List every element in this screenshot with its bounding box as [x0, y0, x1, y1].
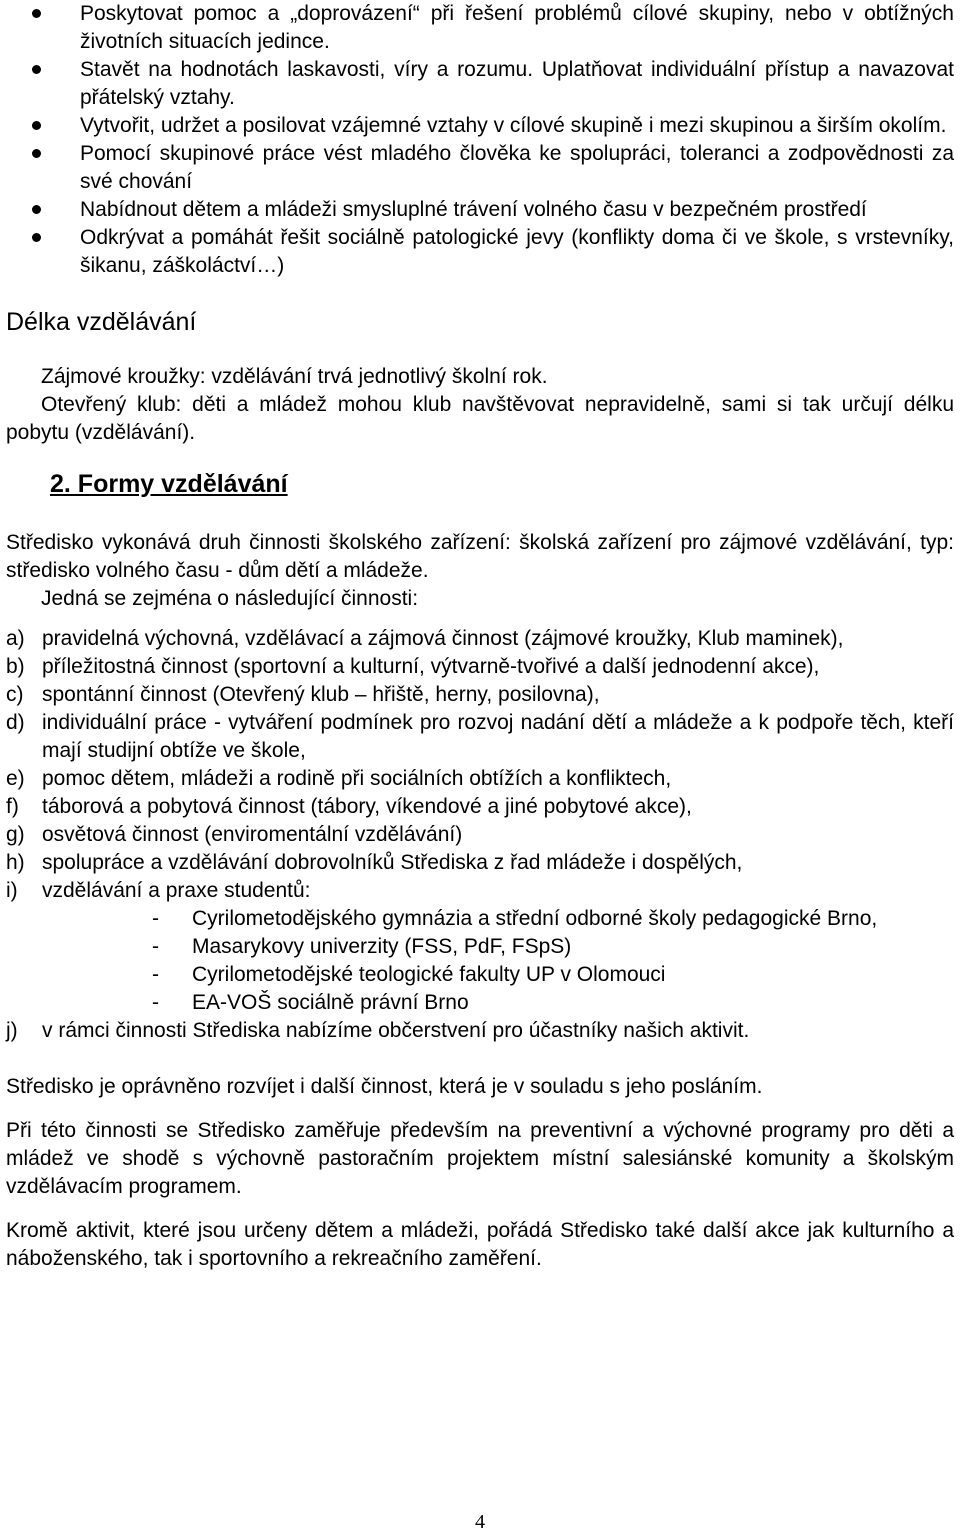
bullet-dot-icon — [32, 9, 41, 18]
activity-item: f) táborová a pobytová činnost (tábory, víkendové a jiné pobytové akce), — [6, 795, 692, 818]
goals-bullet-list — [6, 0, 954, 280]
school-item: - Cyrilometodějské teologické fakulty UP v Olomouci — [152, 963, 666, 986]
activity-item: i) vzdělávání a praxe studentů: — [6, 879, 311, 902]
bullet-dot-icon — [32, 149, 41, 158]
activity-item: g) osvětová činnost (enviromentální vzdělávání) — [6, 823, 463, 846]
activity-item: d) individuální práce - vytváření podmínek pro rozvoj nadání dětí a mládeže a k podpoře těch, kteří mají studijní obtíže ve škole, — [6, 711, 954, 762]
activity-item: e) pomoc dětem, mládeži a rodině při sociálních obtížích a konfliktech, — [6, 767, 672, 790]
activity-list-end — [6, 1017, 954, 1045]
closing-paragraph-1: Středisko je oprávněno rozvíjet i další činnost, která je v souladu s jeho posláním. — [6, 1075, 763, 1098]
activity-item: a) pravidelná výchovná, vzdělávací a zájmová činnost (zájmové kroužky, Klub maminek), — [6, 627, 844, 650]
closing-paragraph-2: Při této činnosti se Středisko zaměřuje především na preventivní a výchovné programy pro děti a mládež ve shodě s výchovně pastoračním projektem místní salesiánské komunity a školským vzdělávacím programem. — [6, 1119, 954, 1198]
bullet-item: Poskytovat pomoc a „doprovázení“ při řešení problémů cílové skupiny, nebo v obtížných životních situacích jedince. — [6, 0, 954, 56]
bullet-item: Vytvořit, udržet a posilovat vzájemné vztahy v cílové skupině i mezi skupinou a širším okolím. — [6, 112, 954, 140]
formy-heading: 2. Formy vzdělávání — [50, 470, 288, 498]
bullet-item: Nabídnout dětem a mládeži smysluplné trávení volného času v bezpečném prostředí — [6, 196, 954, 224]
activity-item: b) příležitostná činnost (sportovní a kulturní, výtvarně-tvořivé a další jednodenní akce), — [6, 655, 820, 678]
bullet-dot-icon — [32, 121, 41, 130]
delka-heading: Délka vzdělávání — [6, 308, 197, 336]
school-item: - EA-VOŠ sociálně právní Brno — [152, 991, 469, 1014]
bullet-dot-icon — [32, 205, 41, 214]
activity-item: j) v rámci činnosti Střediska nabízíme občerstvení pro účastníky našich aktivit. — [6, 1019, 750, 1042]
activity-item: c) spontánní činnost (Otevřený klub – hřiště, herny, posilovna), — [6, 683, 600, 706]
bullet-item: Pomocí skupinové práce vést mladého člověka ke spolupráci, toleranci a zodpovědnosti za své chování — [6, 140, 954, 196]
school-item: - Cyrilometodějského gymnázia a střední odborné školy pedagogické Brno, — [152, 907, 878, 930]
formy-intro: Středisko vykonává druh činnosti školského zařízení: školská zařízení pro zájmové vzdělávání, typ: středisko volného času - dům dětí a mládeže. — [6, 531, 954, 582]
bullet-dot-icon — [32, 233, 41, 242]
student-schools-list — [6, 905, 954, 1017]
page-number: 4 — [475, 1511, 485, 1533]
formy-lead: Jedná se zejména o následující činnosti: — [41, 587, 419, 610]
activity-list — [6, 625, 954, 905]
bullet-dot-icon — [32, 65, 41, 74]
activity-item: h) spolupráce a vzdělávání dobrovolníků Střediska z řad mládeže i dospělých, — [6, 851, 743, 874]
document-page — [6, 0, 954, 1273]
bullet-item: Stavět na hodnotách laskavosti, víry a rozumu. Uplatňovat individuální přístup a navazovat přátelský vztahy. — [6, 56, 954, 112]
closing-paragraph-3: Kromě aktivit, které jsou určeny dětem a mládeži, pořádá Středisko také další akce jak kulturního a náboženského, tak i sportovního a rekreačního zaměření. — [6, 1219, 954, 1270]
delka-line-2: Otevřený klub: děti a mládež mohou klub navštěvovat nepravidelně, sami si tak určují délku pobytu (vzdělávání). — [6, 393, 954, 444]
delka-line-1: Zájmové kroužky: vzdělávání trvá jednotlivý školní rok. — [41, 365, 548, 388]
school-item: - Masarykovy univerzity (FSS, PdF, FSpS) — [152, 935, 572, 958]
bullet-item: Odkrývat a pomáhát řešit sociálně patologické jevy (konflikty doma či ve škole, s vrstevníky, šikanu, záškoláctví…) — [6, 224, 954, 280]
